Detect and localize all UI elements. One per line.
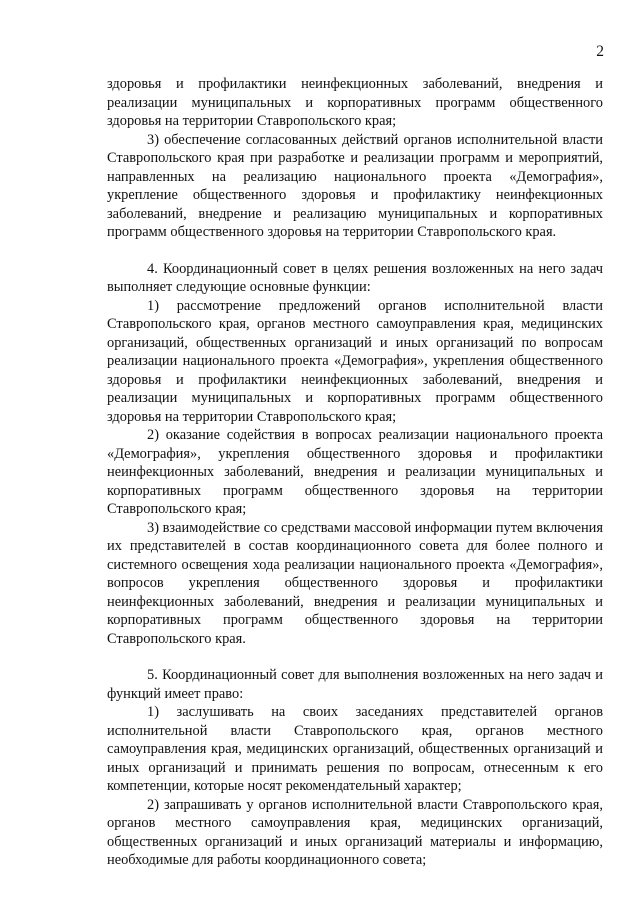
paragraph-right-2: 2) запрашивать у органов исполнительной власти Ставропольского края, органов местного самоуправления края, медицинских организаций, общественных организаций и иных организаций материалы и информацию, необходимые для работы координационного совета; bbox=[107, 796, 603, 868]
paragraph-function-2: 2) оказание содействия в вопросах реализации национального проекта «Демография», укрепления общественного здоровья и профилактики неинфекционных заболеваний, внедрения и реализации муниципальных и корпоративных программ общественного здоровья на территории Ставропольского края; bbox=[107, 427, 603, 517]
paragraph-gap bbox=[107, 242, 603, 260]
paragraph-continuation: здоровья и профилактики неинфекционных заболеваний, внедрения и реализации муниципальных и корпоративных программ общественного здоровья на территории Ставропольского края; bbox=[107, 76, 603, 129]
paragraph-function-3: 3) взаимодействие со средствами массовой информации путем включения их представителей в состав координационного совета для более полного и системного освещения хода реализации национального проекта «Демография», вопросов укрепления общественного здоровья и профилактики неинфекционных заболеваний, внедрения и реализации муниципальных и корпоративных программ общественного здоровья на территории Ставропольского края. bbox=[107, 519, 603, 647]
paragraph-section-4: 4. Координационный совет в целях решения возложенных на него задач выполняет следующие основные функции: bbox=[107, 260, 603, 295]
page-number: 2 bbox=[596, 43, 604, 60]
paragraph-section-5: 5. Координационный совет для выполнения возложенных на него задач и функций имеет право: bbox=[107, 667, 603, 702]
paragraph-function-1: 1) рассмотрение предложений органов исполнительной власти Ставропольского края, органов местного самоуправления края, медицинских организаций, общественных организаций и иных организаций по вопросам реализации национального проекта «Демография», укрепления общественного здоровья и профилактики неинфекционных заболеваний, внедрения и реализации муниципальных и корпоративных программ общественного здоровья на территории Ставропольского края; bbox=[107, 297, 603, 425]
paragraph-right-1: 1) заслушивать на своих заседаниях представителей органов исполнительной власти Ставропольского края, органов местного самоуправления края, медицинских организаций, общественных организаций и иных организаций и принимать решения по вопросам, отнесенным к его компетенции, которые носят рекомендательный характер; bbox=[107, 704, 603, 794]
paragraph-item-3-coordination: 3) обеспечение согласованных действий органов исполнительной власти Ставропольского края при разработке и реализации программ и мероприятий, направленных на реализацию национального проекта «Демография», укрепление общественного здоровья и профилактику неинфекционных заболеваний, внедрение и реализацию муниципальных и корпоративных программ общественного здоровья на территории Ставропольского края. bbox=[107, 131, 603, 240]
paragraph-gap bbox=[107, 648, 603, 666]
document-body bbox=[107, 75, 603, 870]
